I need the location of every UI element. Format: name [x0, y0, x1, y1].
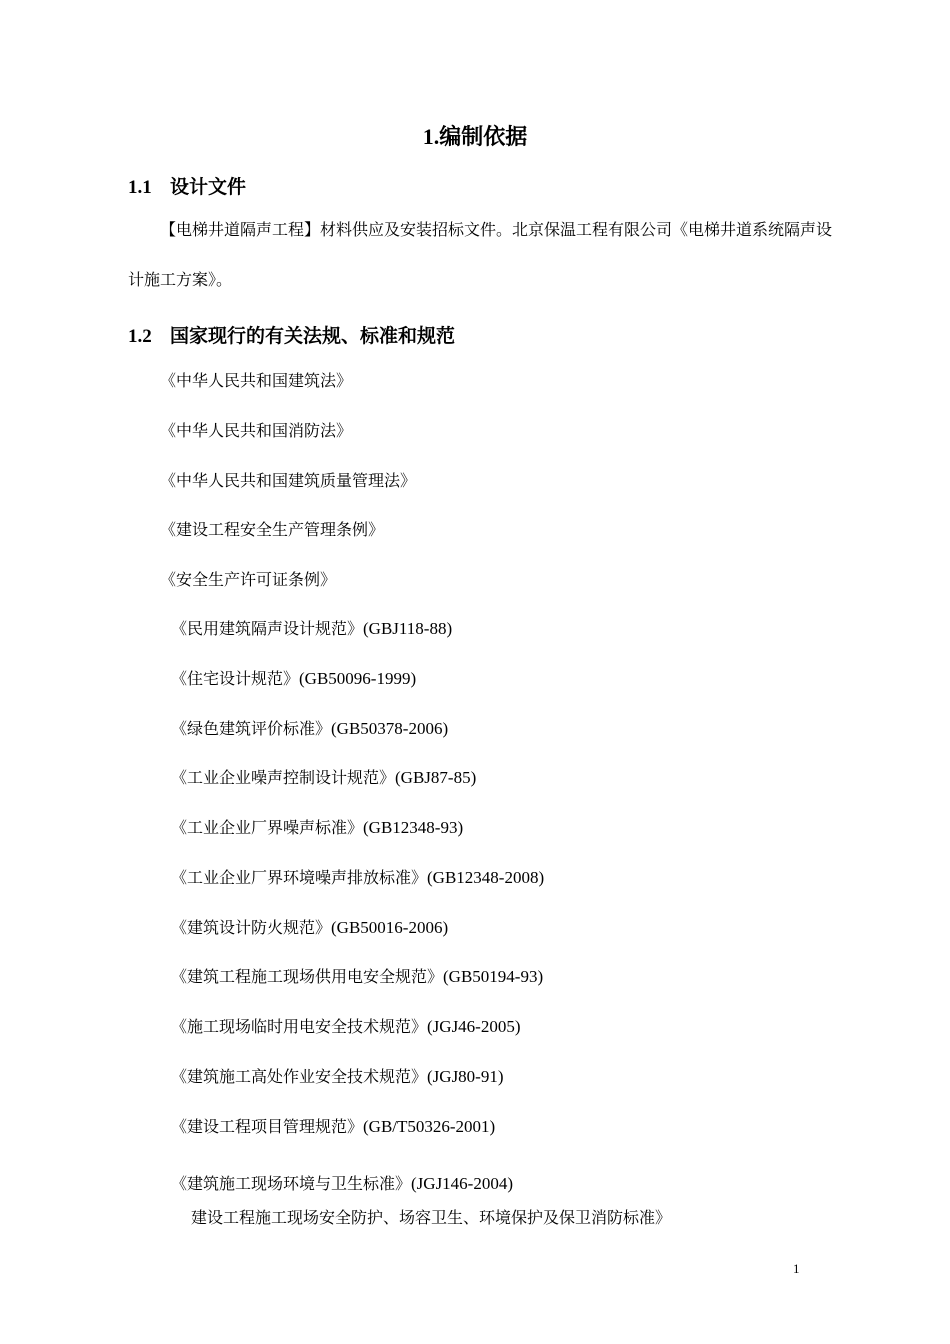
standard-code: (GBJ118-88) — [363, 619, 453, 638]
standard-name: 《民用建筑隔声设计规范》 — [171, 619, 364, 638]
standard-item — [171, 716, 448, 739]
section-number: 1.1 — [128, 177, 152, 198]
standard-code: (JGJ46-2005) — [427, 1017, 521, 1036]
section-heading-design-docs — [128, 172, 246, 199]
standard-item — [171, 1064, 504, 1087]
standard-item — [171, 666, 416, 689]
title-number: 1. — [422, 124, 440, 149]
standard-name: 《工业企业厂界噪声标准》 — [171, 818, 364, 837]
standard-code: (GB50016-2006) — [331, 918, 449, 937]
standard-code: (GBJ87-85) — [395, 768, 477, 787]
standard-item — [171, 616, 452, 639]
section-number: 1.2 — [128, 326, 152, 347]
standard-code: (JGJ146-2004) — [411, 1174, 514, 1193]
standard-item — [171, 1014, 521, 1037]
standard-name: 《建筑设计防火规范》 — [171, 918, 332, 937]
law-item: 《安全生产许可证条例》 — [160, 570, 337, 589]
section-title: 国家现行的有关法规、标准和规范 — [170, 325, 456, 347]
standard-code: (GB50194-93) — [443, 967, 544, 986]
standard-code: (GB50378-2006) — [331, 719, 449, 738]
law-item: 《建设工程安全生产管理条例》 — [160, 520, 385, 539]
standard-name: 《建筑工程施工现场供用电安全规范》 — [171, 967, 444, 986]
standard-item — [171, 815, 463, 838]
standard-name: 《住宅设计规范》 — [171, 669, 300, 688]
page-number: 1 — [793, 1261, 800, 1276]
standard-name: 《工业企业厂界环境噪声排放标准》 — [171, 868, 428, 887]
standard-code: (GB/T50326-2001) — [363, 1117, 496, 1136]
standard-code: (GB12348-2008) — [427, 868, 545, 887]
section-heading-regulations — [128, 321, 455, 348]
law-item: 《中华人民共和国消防法》 — [160, 421, 353, 440]
paragraph-text: 【电梯井道隔声工程】材料供应及安装招标文件。北京保温工程有限公司《电梯井道系统隔声设计施工方案》。 — [128, 220, 833, 289]
standard-item — [171, 1171, 513, 1194]
standard-name: 《建筑施工高处作业安全技术规范》 — [171, 1067, 428, 1086]
standard-name: 《建筑施工现场环境与卫生标准》 — [171, 1174, 412, 1193]
standard-item — [171, 1114, 495, 1137]
standard-name: 《工业企业噪声控制设计规范》 — [171, 768, 396, 787]
standard-item — [171, 964, 543, 987]
law-item: 《中华人民共和国建筑法》 — [160, 371, 353, 390]
standard-code: (JGJ80-91) — [427, 1067, 504, 1086]
standard-code: (GB12348-93) — [363, 818, 464, 837]
standard-name: 《绿色建筑评价标准》 — [171, 719, 332, 738]
law-item: 《中华人民共和国建筑质量管理法》 — [160, 471, 417, 490]
title-text: 编制依据 — [439, 125, 528, 150]
section-title: 设计文件 — [170, 176, 247, 198]
standard-item — [171, 765, 476, 788]
standard-code: (GB50096-1999) — [299, 669, 417, 688]
standard-item — [171, 915, 448, 938]
design-docs-paragraph — [128, 205, 838, 305]
standard-item — [171, 865, 544, 888]
document-title — [0, 120, 950, 151]
standard-name: 《建设工程项目管理规范》 — [171, 1117, 364, 1136]
standard-item-continued: 建设工程施工现场安全防护、场容卫生、环境保护及保卫消防标准》 — [191, 1208, 672, 1227]
standard-name: 《施工现场临时用电安全技术规范》 — [171, 1017, 428, 1036]
